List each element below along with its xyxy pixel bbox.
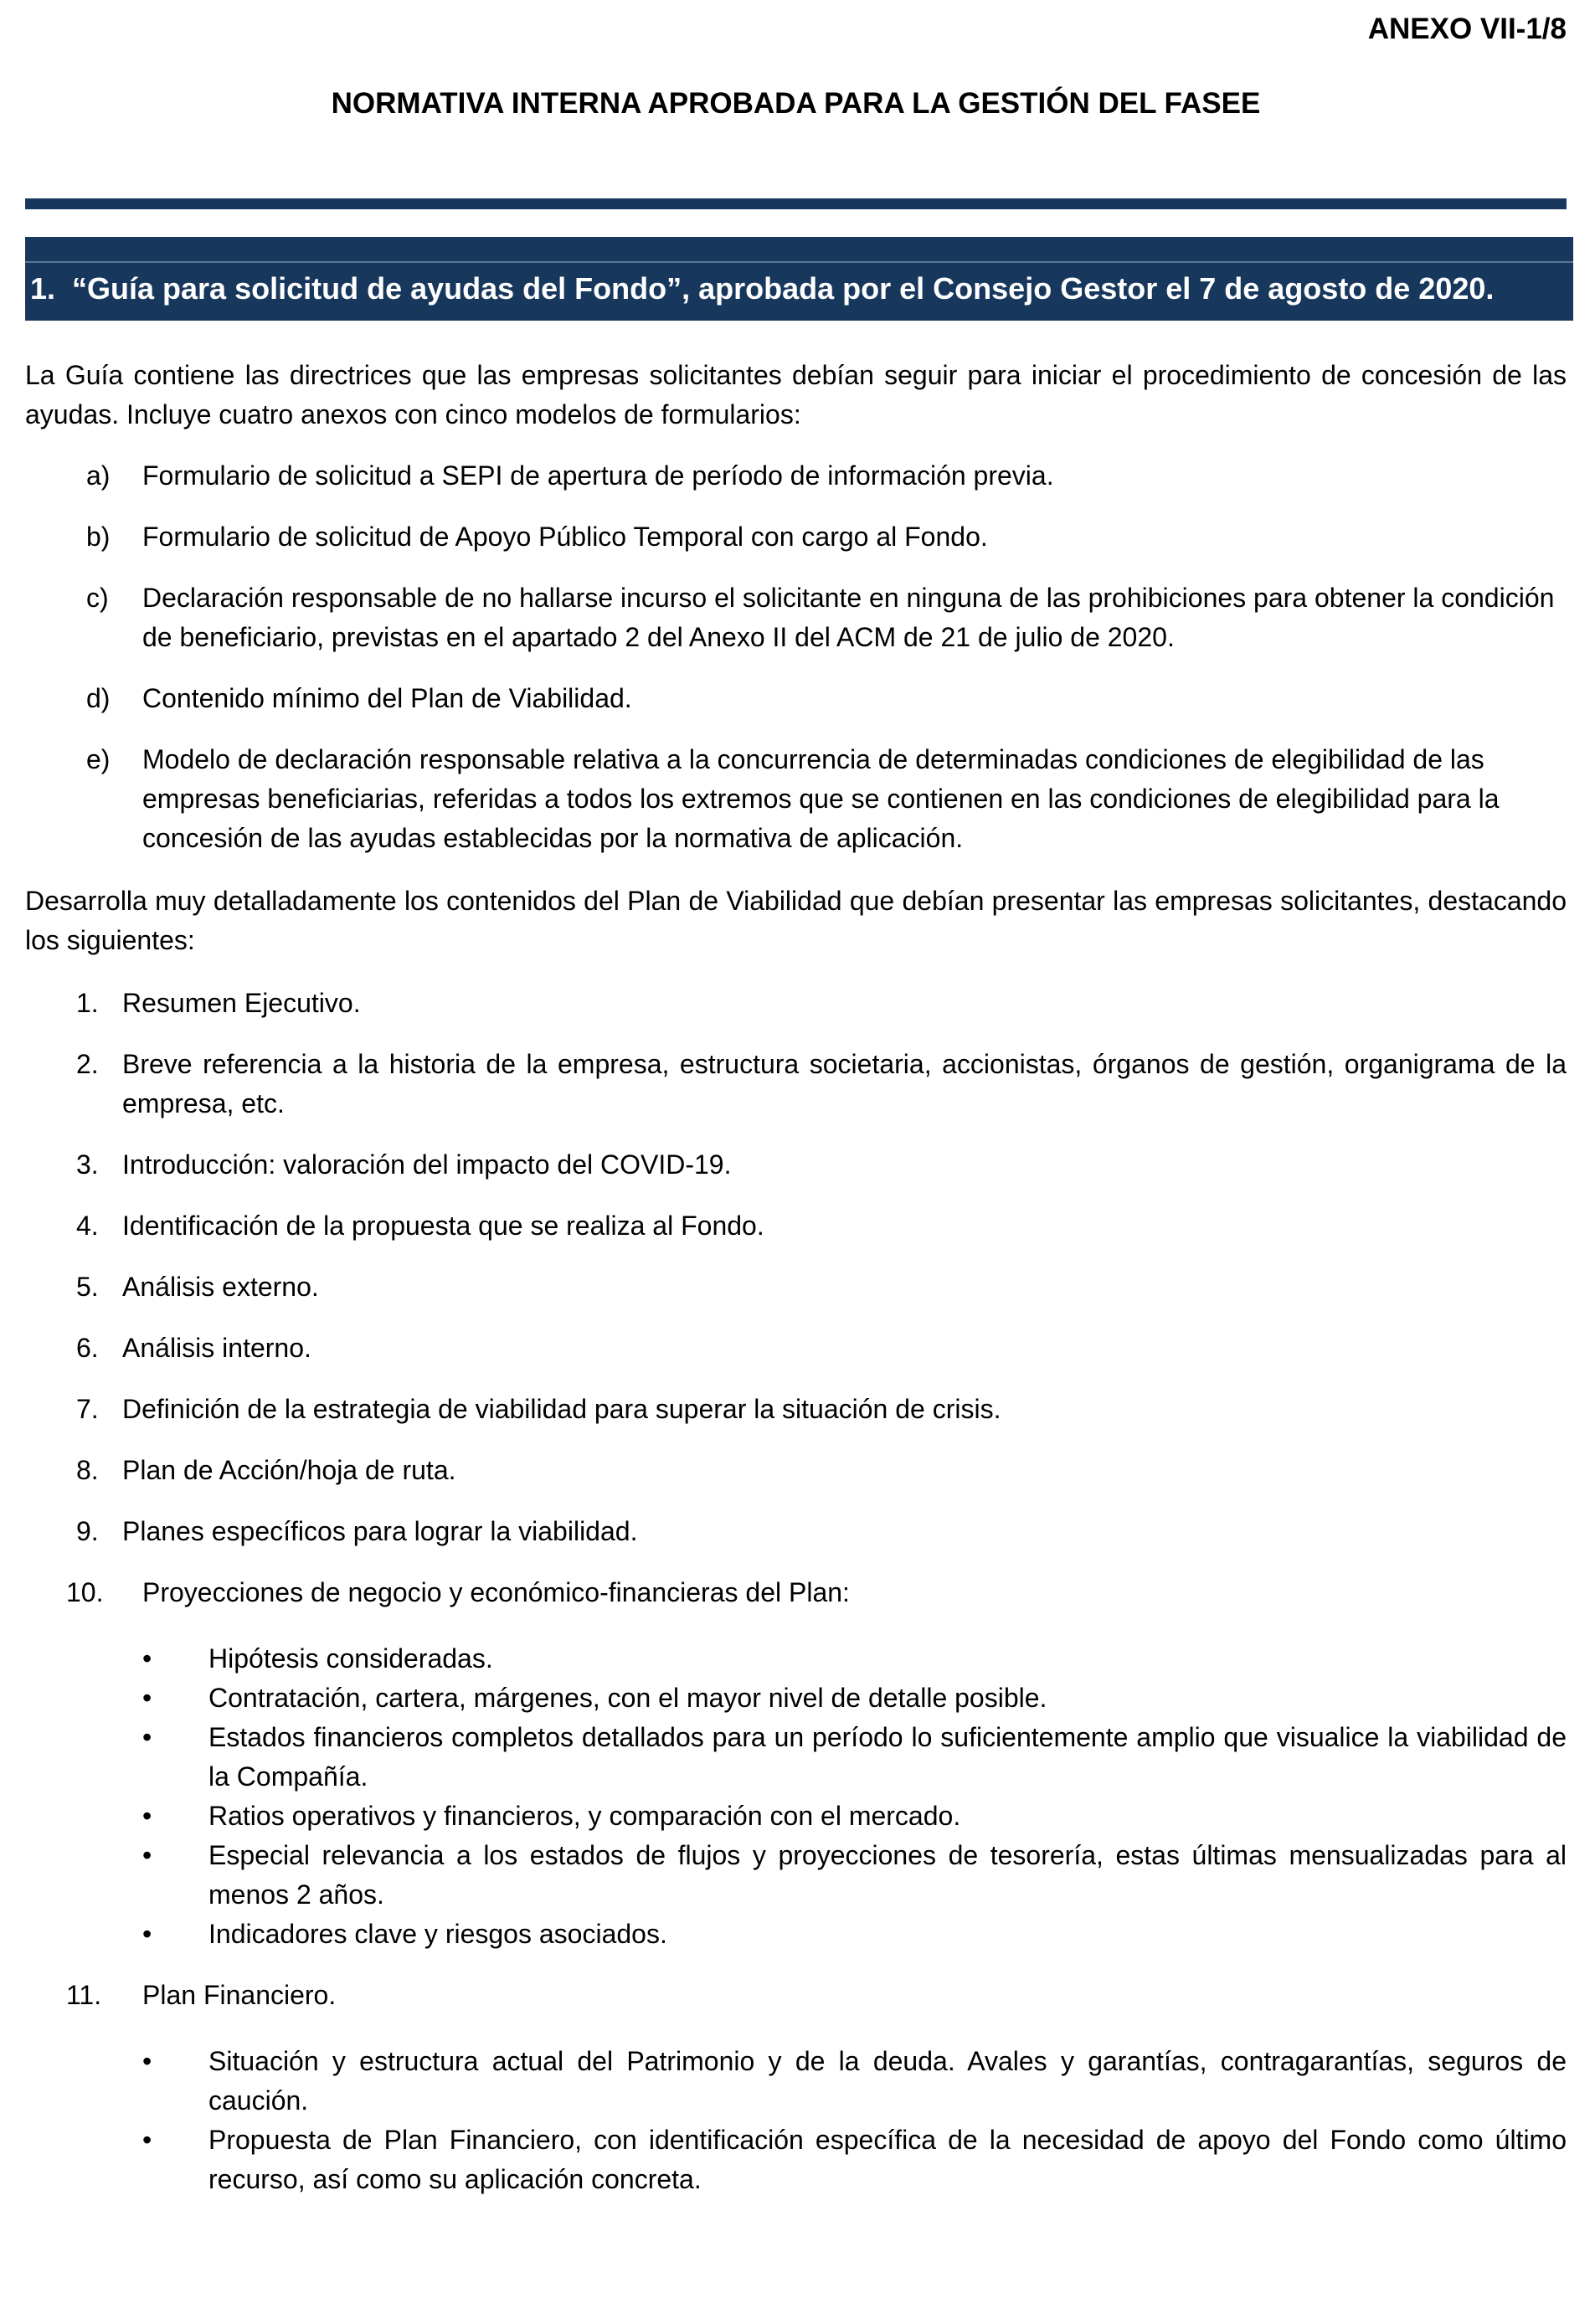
bullet-item bbox=[25, 1797, 1567, 1836]
numbered-list-item bbox=[25, 1451, 1567, 1490]
list-item-text: Análisis externo. bbox=[122, 1272, 319, 1302]
list-item-text: Definición de la estrategia de viabilidad para superar la situación de crisis. bbox=[122, 1394, 1001, 1424]
bullet-item bbox=[25, 2121, 1567, 2199]
numbered-item-head bbox=[25, 1267, 1567, 1307]
list-item-text: Proyecciones de negocio y económico-financieras del Plan: bbox=[142, 1577, 850, 1607]
list-marker: 9. bbox=[76, 1516, 99, 1546]
annex-label: ANEXO VII-1/8 bbox=[1367, 13, 1567, 45]
numbered-item-head bbox=[25, 1045, 1567, 1123]
numbered-list-item bbox=[25, 984, 1567, 1023]
lettered-list-item bbox=[25, 578, 1567, 657]
bullet-marker: • bbox=[142, 1801, 152, 1831]
bullet-sublist bbox=[25, 1639, 1567, 1954]
bullet-item bbox=[25, 1718, 1567, 1797]
list-marker: 2. bbox=[76, 1049, 99, 1079]
list-marker: 4. bbox=[76, 1211, 99, 1241]
development-paragraph: Desarrolla muy detalladamente los contenidos del Plan de Viabilidad que debían presentar las empresas solicitantes, destacando los siguientes: bbox=[25, 886, 1567, 955]
numbered-list-item bbox=[25, 1976, 1567, 2199]
bullet-text: Especial relevancia a los estados de flujos y proyecciones de tesorería, estas últimas mensualizadas para al menos 2 años. bbox=[208, 1840, 1567, 1910]
bullet-item bbox=[25, 1639, 1567, 1679]
numbered-list-item bbox=[25, 1512, 1567, 1551]
bullet-text: Ratios operativos y financieros, y comparación con el mercado. bbox=[208, 1801, 961, 1831]
section-heading bbox=[25, 237, 1573, 321]
numbered-item-head bbox=[25, 1390, 1567, 1429]
bullet-item bbox=[25, 1836, 1567, 1915]
lettered-list bbox=[25, 456, 1567, 858]
lettered-list-item bbox=[25, 456, 1567, 496]
bullet-text: Hipótesis consideradas. bbox=[208, 1643, 493, 1674]
numbered-item-head bbox=[25, 1145, 1567, 1185]
list-marker: 3. bbox=[76, 1149, 99, 1180]
bullet-marker: • bbox=[142, 1840, 152, 1870]
bullet-marker: • bbox=[142, 1919, 152, 1949]
bullet-item bbox=[25, 1915, 1567, 1954]
lettered-list-item bbox=[25, 517, 1567, 557]
intro-paragraph: La Guía contiene las directrices que las empresas solicitantes debían seguir para iniciar el procedimiento de concesión de las ayudas. Incluye cuatro anexos con cinco modelos de formularios: bbox=[25, 360, 1567, 429]
list-item-text: Planes específicos para lograr la viabilidad. bbox=[122, 1516, 638, 1546]
bullet-item bbox=[25, 2042, 1567, 2121]
list-marker: c) bbox=[86, 583, 109, 613]
list-marker: 10. bbox=[66, 1577, 104, 1607]
bullet-text: Estados financieros completos detallados para un período lo suficientemente amplio que visualice la viabilidad de la Compañía. bbox=[208, 1722, 1567, 1792]
lettered-list-item bbox=[25, 679, 1567, 718]
bullet-marker: • bbox=[142, 1643, 152, 1674]
numbered-item-head bbox=[25, 984, 1567, 1023]
list-marker: 5. bbox=[76, 1272, 99, 1302]
list-item-text: Resumen Ejecutivo. bbox=[122, 988, 361, 1018]
list-item-text: Plan Financiero. bbox=[142, 1980, 337, 2010]
bullet-marker: • bbox=[142, 1722, 152, 1752]
numbered-item-head bbox=[25, 1573, 1567, 1612]
numbered-list-item bbox=[25, 1573, 1567, 1954]
list-item-text: Modelo de declaración responsable relativa a la concurrencia de determinadas condiciones de elegibilidad de las empresas beneficiarias, referidas a todos los extremos que se contienen en las condiciones de elegibilidad para la concesión de las ayudas establecidas por la normativa de aplicación. bbox=[142, 744, 1500, 853]
list-marker: 8. bbox=[76, 1455, 99, 1485]
page-title: NORMATIVA INTERNA APROBADA PARA LA GESTIÓN DEL FASEE bbox=[331, 87, 1261, 120]
bullet-text: Situación y estructura actual del Patrimonio y de la deuda. Avales y garantías, contragarantías, seguros de caución. bbox=[208, 2046, 1567, 2116]
numbered-item-head bbox=[25, 1512, 1567, 1551]
horizontal-rule bbox=[25, 198, 1567, 209]
lettered-list-item bbox=[25, 740, 1567, 858]
list-marker: d) bbox=[86, 683, 111, 713]
list-marker: 11. bbox=[66, 1980, 102, 2010]
bullet-marker: • bbox=[142, 1683, 152, 1713]
numbered-item-head bbox=[25, 1206, 1567, 1246]
bullet-sublist bbox=[25, 2042, 1567, 2199]
bullet-marker: • bbox=[142, 2046, 152, 2076]
numbered-list-item bbox=[25, 1206, 1567, 1246]
bullet-marker: • bbox=[142, 2125, 152, 2155]
numbered-list-item bbox=[25, 1329, 1567, 1368]
numbered-item-head bbox=[25, 1451, 1567, 1490]
list-marker: 1. bbox=[76, 988, 99, 1018]
list-marker: 7. bbox=[76, 1394, 99, 1424]
numbered-item-head bbox=[25, 1329, 1567, 1368]
list-item-text: Plan de Acción/hoja de ruta. bbox=[122, 1455, 456, 1485]
section-number: 1. bbox=[30, 271, 56, 306]
list-item-text: Formulario de solicitud a SEPI de apertura de período de información previa. bbox=[142, 460, 1054, 491]
list-marker: e) bbox=[86, 744, 111, 774]
list-item-text: Análisis interno. bbox=[122, 1333, 311, 1363]
bullet-text: Indicadores clave y riesgos asociados. bbox=[208, 1919, 667, 1949]
list-item-text: Breve referencia a la historia de la empresa, estructura societaria, accionistas, órganos de gestión, organigrama de la empresa, etc. bbox=[122, 1049, 1567, 1118]
list-item-text: Declaración responsable de no hallarse incurso el solicitante en ninguna de las prohibiciones para obtener la condición de beneficiario, previstas en el apartado 2 del Anexo II del ACM de 21 de julio de 2020. bbox=[142, 583, 1555, 652]
list-item-text: Contenido mínimo del Plan de Viabilidad. bbox=[142, 683, 632, 713]
list-marker: 6. bbox=[76, 1333, 99, 1363]
list-marker: a) bbox=[86, 460, 111, 491]
list-item-text: Identificación de la propuesta que se realiza al Fondo. bbox=[122, 1211, 764, 1241]
list-item-text: Introducción: valoración del impacto del COVID-19. bbox=[122, 1149, 732, 1180]
list-item-text: Formulario de solicitud de Apoyo Público Temporal con cargo al Fondo. bbox=[142, 522, 988, 552]
bullet-text: Propuesta de Plan Financiero, con identificación específica de la necesidad de apoyo del Fondo como último recurso, así como su aplicación concreta. bbox=[208, 2125, 1567, 2194]
numbered-list-item bbox=[25, 1145, 1567, 1185]
bullet-text: Contratación, cartera, márgenes, con el mayor nivel de detalle posible. bbox=[208, 1683, 1047, 1713]
list-marker: b) bbox=[86, 522, 111, 552]
bullet-item bbox=[25, 1679, 1567, 1718]
section-heading-text: “Guía para solicitud de ayudas del Fondo”, aprobada por el Consejo Gestor el 7 de agosto de 2020. bbox=[72, 271, 1495, 306]
numbered-list-item bbox=[25, 1390, 1567, 1429]
numbered-list-item bbox=[25, 1045, 1567, 1123]
numbered-list bbox=[25, 984, 1567, 2199]
numbered-item-head bbox=[25, 1976, 1567, 2015]
numbered-list-item bbox=[25, 1267, 1567, 1307]
